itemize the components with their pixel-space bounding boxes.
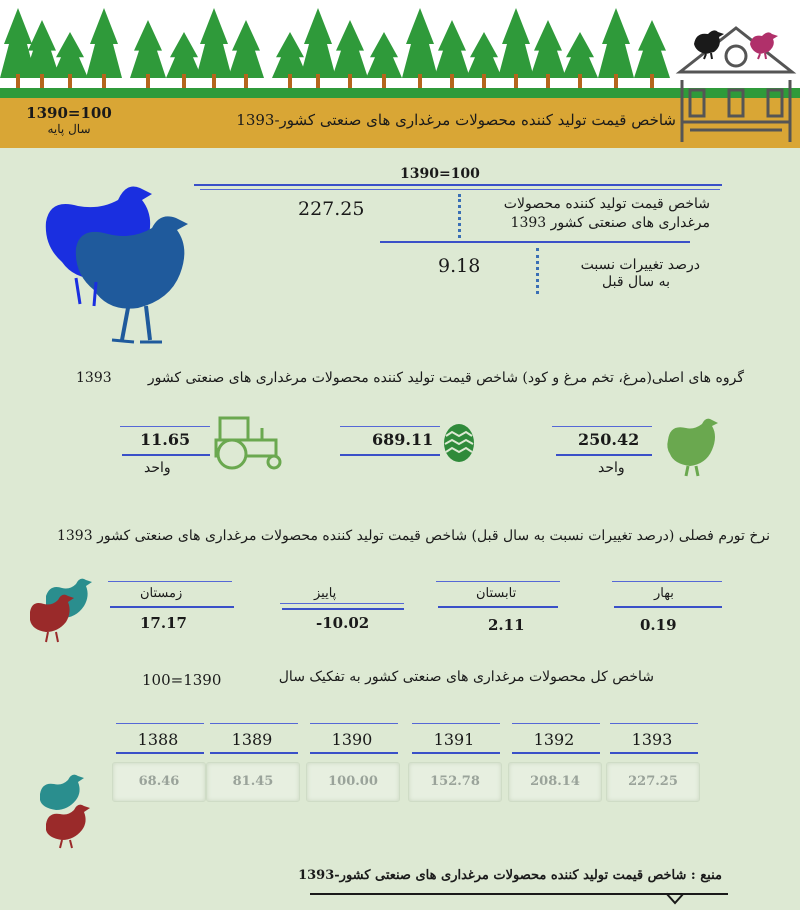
chicken-rule-bottom (556, 454, 652, 456)
egg-value: 689.11 (372, 430, 434, 449)
year-rule-bottom (116, 752, 204, 754)
tree-icon (300, 8, 336, 90)
year-rule-top (412, 723, 500, 724)
tree-icon (498, 8, 534, 90)
tree-icon (272, 32, 308, 90)
season-rule-bottom-4 (110, 606, 234, 608)
year-label: 1392 (533, 730, 575, 749)
season-value-autumn: -10.02 (316, 614, 370, 632)
year-value-card: 81.45 (206, 762, 300, 802)
base-year-value: 1390=100 (26, 104, 112, 122)
season-rule-top-4 (108, 581, 232, 582)
chicken-value: 250.42 (578, 430, 640, 449)
summary-dotted-divider-1 (458, 194, 461, 238)
summary-rule-top (194, 184, 722, 186)
tree-icon (598, 8, 634, 90)
season-name-autumn: پاییز (314, 586, 337, 601)
year-label: 1388 (137, 730, 179, 749)
base-year-label: سال پایه (47, 122, 91, 136)
tree-icon (530, 20, 566, 90)
year-rule-top (610, 723, 698, 724)
egg-rule-bottom (340, 454, 440, 456)
season-name-winter: زمستان (140, 586, 183, 601)
season-rule-bottom-3 (282, 608, 404, 610)
egg-rule-top (340, 426, 440, 427)
season-value-summer: 2.11 (488, 616, 525, 634)
chicken-icon (662, 414, 720, 478)
year-value-card: 208.14 (508, 762, 602, 802)
year-rule-top (512, 723, 600, 724)
summary-rule-mid (380, 241, 690, 243)
small-hens-icon (26, 574, 96, 644)
year-rule-bottom (412, 752, 500, 754)
egg-icon (442, 420, 476, 464)
tractor-rule-top (120, 426, 210, 427)
groups-year: 1393 (76, 370, 112, 386)
season-value-spring: 0.19 (640, 616, 677, 634)
year-rule-bottom (512, 752, 600, 754)
small-hens-icon-bottom (36, 770, 96, 850)
tree-icon (366, 32, 402, 90)
tree-icon (228, 20, 264, 90)
tree-icon (332, 20, 368, 90)
tree-icon (466, 32, 502, 90)
change-label-line1: درصد تغییرات نسبت (580, 257, 700, 273)
season-rule-top-3 (280, 603, 404, 604)
chicken-rule-top (552, 426, 652, 427)
season-rule-top-2 (436, 581, 560, 582)
tree-icon (562, 32, 598, 90)
year-value-card: 100.00 (306, 762, 400, 802)
year-label: 1393 (631, 730, 673, 749)
page-title: شاخص قیمت تولید کننده محصولات مرغداری های صنعتی کشور-1393 (236, 111, 676, 129)
season-rule-bottom-1 (614, 606, 722, 608)
source-pointer-icon (664, 893, 686, 907)
tree-icon (634, 20, 670, 90)
year-label: 1391 (433, 730, 475, 749)
season-rule-top-1 (612, 581, 722, 582)
season-name-summer: تابستان (476, 586, 517, 601)
summary-rule-top-2 (200, 189, 720, 190)
tree-icon (86, 8, 122, 90)
tree-icon (130, 20, 166, 90)
index-label-line1: شاخص قیمت تولید کننده محصولات (503, 196, 710, 212)
summary-base: 1390=100 (400, 166, 480, 182)
year-value-card: 227.25 (606, 762, 700, 802)
year-label: 1389 (231, 730, 273, 749)
base-year-box (14, 104, 124, 136)
year-rule-top (116, 723, 204, 724)
tractor-rule-bottom (122, 454, 210, 456)
tree-icon (52, 32, 88, 90)
summary-dotted-divider-2 (536, 248, 539, 294)
year-rule-top (310, 723, 398, 724)
year-rule-bottom (210, 752, 298, 754)
change-value: 9.18 (438, 255, 481, 277)
year-rule-bottom (310, 752, 398, 754)
seasonal-title: نرخ تورم فصلی (درصد تغییرات نسبت به سال قبل) شاخص قیمت تولید کننده محصولات مرغداری های صنعتی کشور 1393 (56, 528, 770, 544)
year-value-card: 152.78 (408, 762, 502, 802)
year-rule-bottom (610, 752, 698, 754)
pink-hen-icon (746, 26, 780, 60)
black-hen-icon (690, 24, 726, 60)
index-value: 227.25 (298, 198, 365, 220)
year-rule-top (210, 723, 298, 724)
tractor-value: 11.65 (140, 430, 191, 449)
year-label: 1390 (331, 730, 373, 749)
tree-icon (402, 8, 438, 90)
season-value-winter: 17.17 (140, 614, 187, 632)
tractor-icon (212, 414, 284, 472)
chicken-unit: واحد (598, 460, 625, 476)
change-label-line2: به سال قبل (602, 274, 670, 290)
tree-icon (166, 32, 202, 90)
tree-icon (434, 20, 470, 90)
season-name-spring: بهار (654, 586, 674, 601)
groups-title: گروه های اصلی(مرغ، تخم مرغ و کود) شاخص قیمت تولید کننده محصولات مرغداری های صنعتی کشور (147, 370, 744, 386)
tree-icon (196, 8, 232, 90)
tractor-unit: واحد (144, 460, 171, 476)
index-label-line2: مرغداری های صنعتی کشور 1393 (510, 215, 710, 231)
hens-illustration (36, 182, 196, 347)
annual-base: 100=1390 (142, 671, 222, 689)
annual-title: شاخص کل محصولات مرغداری های صنعتی کشور به تفکیک سال (278, 669, 654, 685)
season-rule-bottom-2 (438, 606, 558, 608)
source-note: منبع : شاخص قیمت تولید کننده محصولات مرغداری های صنعتی کشور-1393 (298, 868, 722, 883)
year-value-card: 68.46 (112, 762, 206, 802)
